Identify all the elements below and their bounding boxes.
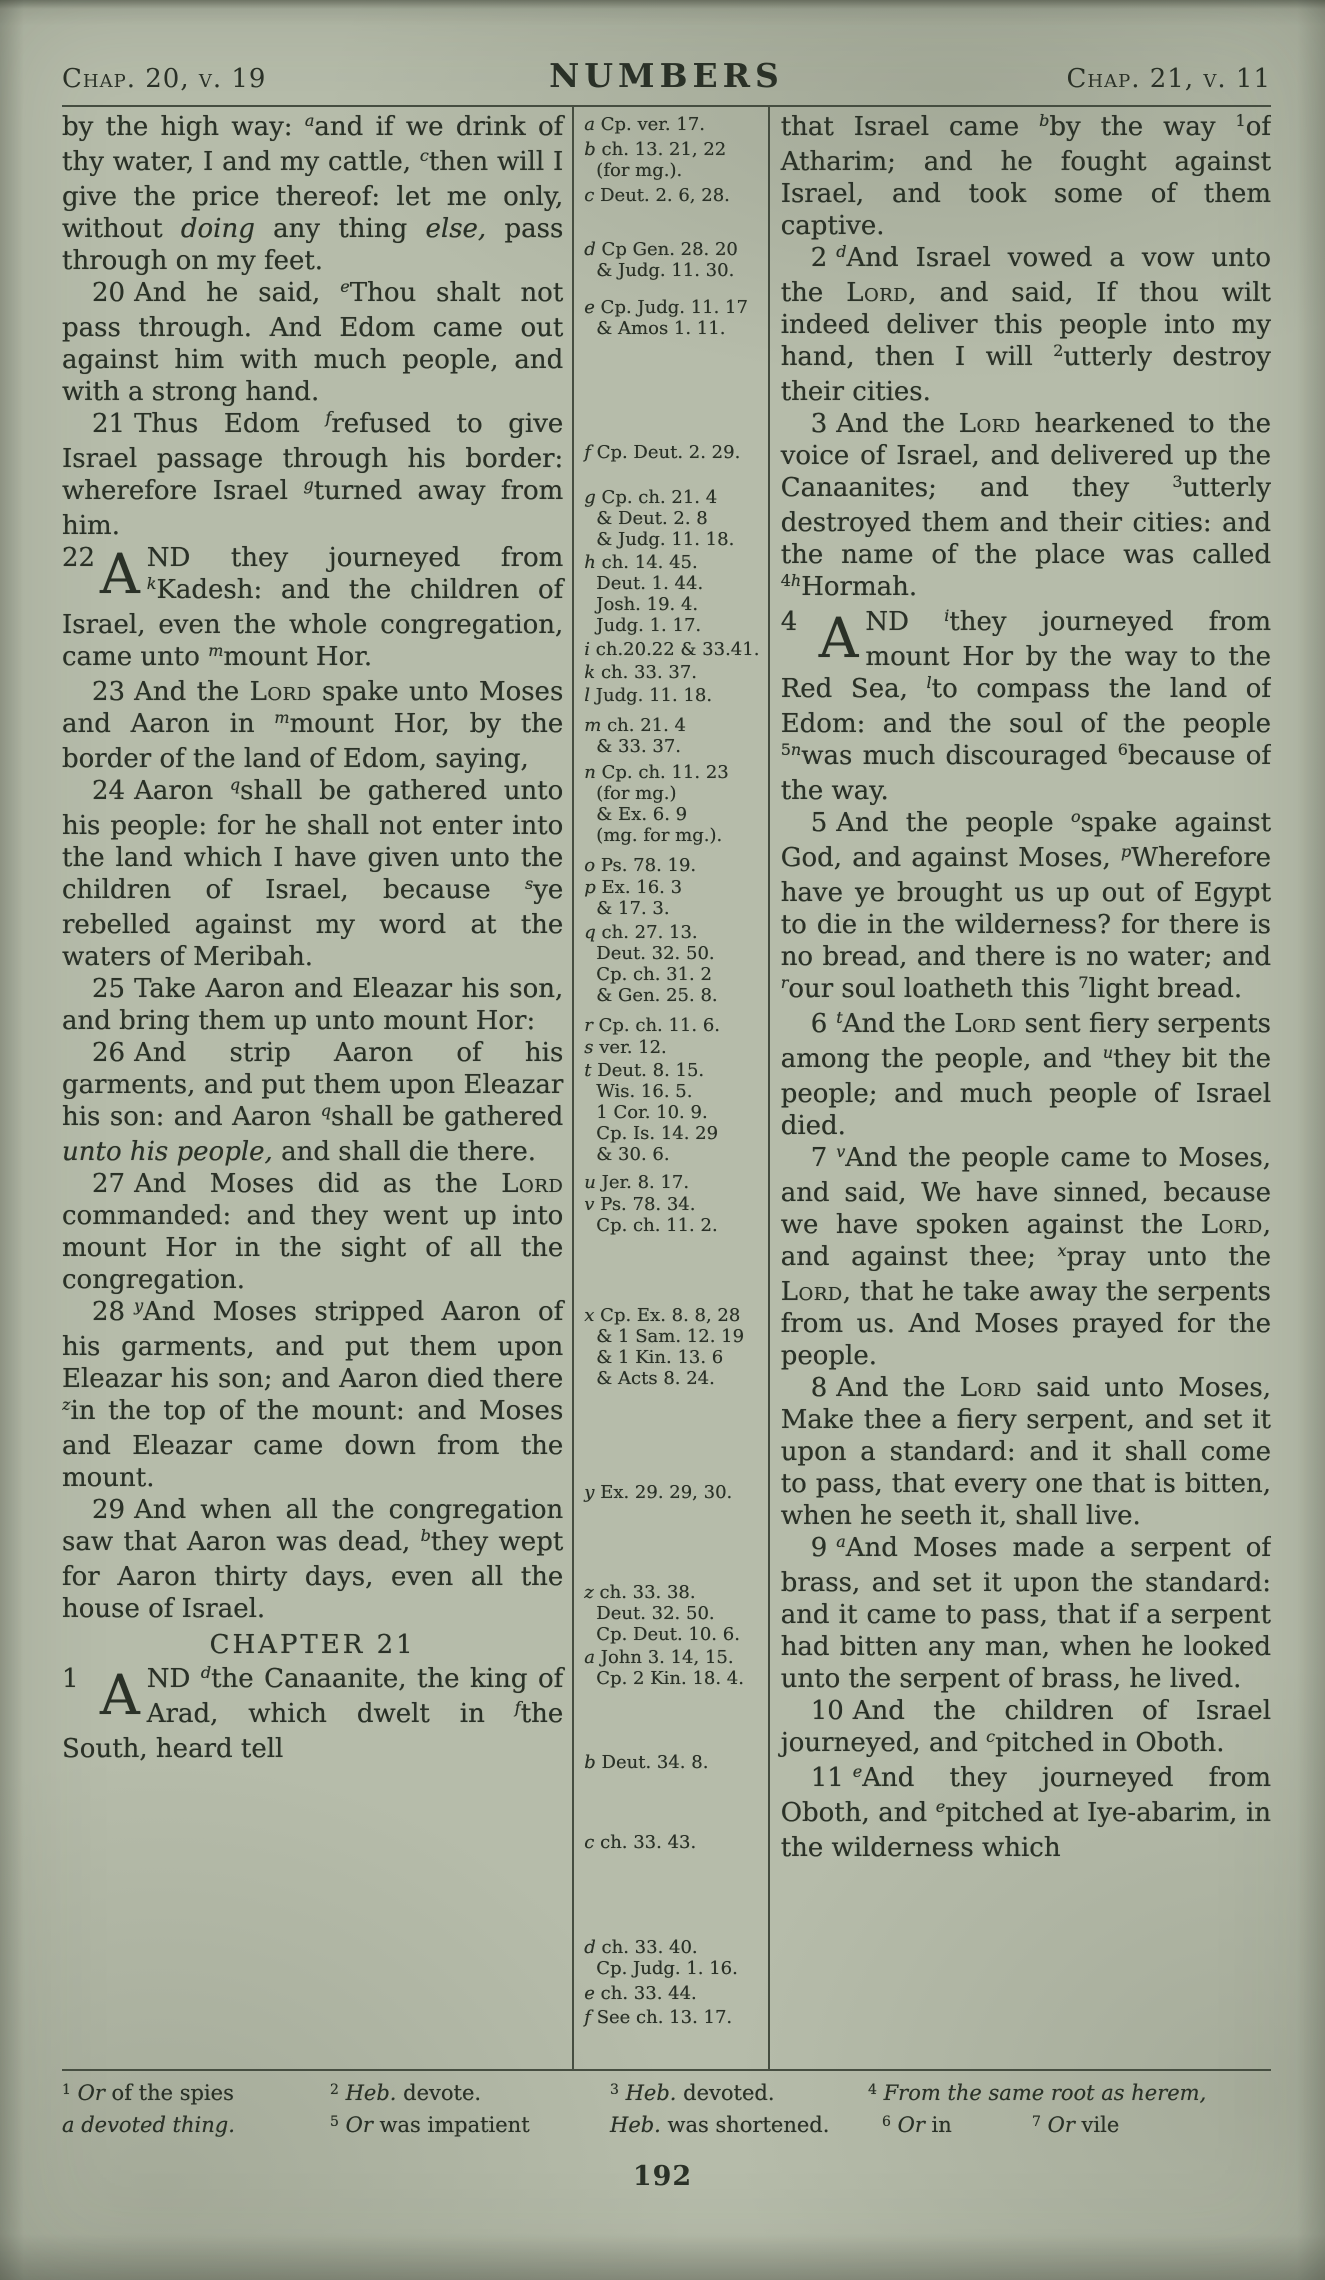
reference-letter: b [584, 139, 602, 160]
reference-letter: a [584, 1647, 601, 1668]
text-segment: And Moses made a serpent of brass, and set it upon the standard: and it came to pass, that if a serpent had bitten any man, when he looked unto the serpent of brass, he lived. [780, 1533, 1271, 1694]
text-segment: And he said, [134, 278, 341, 308]
text-segment: Thou shalt not pass through. And Edom came out against him with much people, and with a strong hand. [62, 278, 564, 407]
cross-reference-o: o Ps. 78. 19. [584, 855, 697, 876]
page-number: 192 [632, 2161, 693, 2192]
reference-letter: z [584, 1582, 600, 1603]
cross-reference-s: s ver. 12. [584, 1037, 667, 1058]
text-segment: Hormah. [801, 572, 918, 602]
footnote [868, 2080, 1271, 2109]
text-segment: Take Aaron and Eleazar his son, and bring them up unto mount Hor: [62, 974, 564, 1036]
text-segment: doing [180, 214, 255, 244]
text-segment: devoted. [676, 2081, 775, 2105]
footnote-marker: 6 [1117, 740, 1128, 759]
text-segment: the South, heard tell [62, 1699, 564, 1764]
reference-letter: g [584, 487, 602, 508]
text-segment [339, 2113, 346, 2137]
verse-number: 11 [810, 1763, 844, 1793]
cross-reference-e: e Cp. Judg. 11. 17 & Amos 1. 11. [584, 297, 748, 339]
reference-letter: m [584, 715, 608, 736]
reference-letter: c [986, 1727, 996, 1746]
cross-reference-q: q ch. 27. 13. Deut. 32. 50. Cp. ch. 31. 2 & Gen. 25. 8. [584, 922, 718, 1006]
cross-reference-c: c Deut. 2. 6, 28. [584, 185, 730, 206]
reference-letter: d [584, 1937, 602, 1958]
text-segment: by the high way: [62, 112, 305, 142]
verse-10 [781, 1695, 1271, 1762]
text-segment: , and against thee; [780, 1210, 1271, 1272]
text-segment: turned away from him. [62, 476, 564, 541]
verse-21 [62, 408, 563, 542]
verse-number: 4 [780, 607, 798, 637]
reference-letter: h [790, 571, 802, 590]
cross-reference-x: x Cp. Ex. 8. 8, 28 & 1 Sam. 12. 19 & 1 Kin. 13. 6 & Acts 8. 24. [584, 1305, 745, 1389]
reference-letter: o [584, 855, 601, 876]
text-segment: Lord [958, 409, 1021, 439]
reference-letter: f [584, 442, 597, 463]
text-segment: devote. [396, 2081, 482, 2105]
verse-number: 6 [810, 1009, 828, 1039]
page-header [0, 0, 1325, 105]
footnote-marker: 5 [330, 2114, 339, 2130]
text-segment: Thus Edom [134, 409, 326, 439]
text-segment: utterly destroyed them and their cities: and the name of the place was called [780, 473, 1271, 570]
reference-letter: t [836, 1008, 843, 1027]
verse-6 [781, 1008, 1271, 1142]
text-segment: sent fiery serpents among the people, and [780, 1009, 1271, 1074]
reference-letter: v [836, 1142, 846, 1161]
reference-letter: r [780, 973, 789, 992]
text-segment [619, 2081, 626, 2105]
reference-letter: q [320, 1101, 331, 1120]
reference-letter: l [584, 685, 596, 706]
cross-reference-c: c ch. 33. 43. [584, 1832, 697, 1853]
footnote [330, 2112, 610, 2141]
book-title: NUMBERS [549, 56, 784, 95]
verse-number: 24 [92, 776, 126, 806]
reference-letter: u [584, 1172, 602, 1193]
text-segment: Or [1047, 2113, 1075, 2137]
text-segment: And they journeyed from Oboth, and [780, 1763, 1271, 1828]
verse-4 [781, 606, 1271, 807]
text-segment [877, 2081, 884, 2105]
reference-letter: l [926, 673, 932, 692]
verse-7 [781, 1142, 1271, 1372]
verse-28 [62, 1296, 563, 1494]
text-segment: pray unto the [1066, 1242, 1271, 1272]
footnote [330, 2080, 610, 2109]
text-segment: vile [1074, 2113, 1120, 2137]
cross-reference-g: g Cp. ch. 21. 4 & Deut. 2. 8 & Judg. 11. 18. [584, 487, 735, 550]
cross-reference-n: n Cp. ch. 11. 23 (for mg.) & Ex. 6. 9 (mg. for mg.). [584, 762, 729, 846]
reference-letter: i [944, 606, 950, 625]
text-segment: shall be gathered [330, 1102, 564, 1132]
text-segment: And when all the congregation saw that Aaron was dead, [62, 1495, 564, 1557]
reference-letter: f [584, 2007, 597, 2028]
text-segment: Heb. [625, 2081, 677, 2105]
verse-2 [781, 242, 1271, 408]
reference-letter: e [340, 277, 350, 296]
verse-29 [62, 1494, 563, 1625]
header-chapter-right: Chap. 21, v. 11 [1066, 64, 1271, 94]
text-segment: Lord [501, 1169, 564, 1199]
text-segment: shall be gathered unto his people: for he shall not enter into the land which I have given unto the children of Israel, because [62, 776, 564, 905]
text-segment: a devoted thing. [62, 2113, 235, 2137]
cross-reference-a: a Cp. ver. 17. [584, 114, 706, 135]
reference-letter: v [584, 1194, 601, 1215]
cross-reference-h: h ch. 14. 45. Deut. 1. 44. Josh. 19. 4. Judg. 1. 17. [584, 552, 704, 636]
text-segment: else, [425, 214, 487, 244]
verse-continuation [781, 111, 1271, 242]
verse-number: 9 [810, 1533, 828, 1563]
reference-letter: d [584, 239, 602, 260]
text-segment: was shortened. [660, 2113, 830, 2137]
reference-letter: h [584, 552, 602, 573]
cross-reference-f: f See ch. 13. 17. [584, 2007, 733, 2028]
text-segment: any thing [254, 214, 426, 244]
reference-letter: g [303, 475, 314, 494]
text-segment: And the [836, 409, 959, 439]
text-segment: Heb. [345, 2081, 397, 2105]
verse-continuation [62, 111, 563, 277]
footnote-marker: 3 [1172, 472, 1183, 491]
reference-letter: q [229, 775, 241, 794]
reference-letter: e [584, 297, 601, 318]
footnote-marker: 1 [1235, 111, 1246, 130]
text-segment: ND [146, 1664, 201, 1694]
text-segment: to compass the land of Edom: and the soul of the people [780, 674, 1271, 739]
reference-letter: r [584, 1015, 599, 1036]
reference-letter: p [1121, 842, 1132, 861]
cross-reference-b: b Deut. 34. 8. [584, 1752, 709, 1773]
text-segment: pitched at Iye-abarim, in the wilderness which [780, 1798, 1271, 1863]
verse-number: 23 [92, 677, 126, 707]
reference-letter: c [584, 185, 601, 206]
verse-9 [781, 1532, 1271, 1695]
reference-letter: a [584, 114, 601, 135]
cross-reference-f: f Cp. Deut. 2. 29. [584, 442, 741, 463]
cross-reference-a: a John 3. 14, 15. Cp. 2 Kin. 18. 4. [584, 1647, 744, 1689]
text-segment: was impatient [372, 2113, 530, 2137]
reference-letter: m [274, 708, 290, 727]
text-segment: Wherefore have ye brought us up out of Egypt to die in the wilderness? for there is no bread, and there is no water; and [780, 843, 1271, 972]
verse-22 [62, 542, 563, 676]
text-segment: Heb. [610, 2113, 661, 2137]
verse-number: 29 [92, 1495, 126, 1525]
cross-reference-e: e ch. 33. 44. [584, 1983, 697, 2004]
text-segment: And Moses did as the [134, 1169, 502, 1199]
text-segment: , that he take away the serpents from us. And Moses prayed for the people. [780, 1277, 1271, 1371]
text-segment: And Israel vowed a vow unto the [780, 243, 1271, 308]
text-segment: From the same root as herem, [883, 2081, 1207, 2105]
reference-letter: o [1070, 807, 1081, 826]
text-segment: Or [345, 2113, 373, 2137]
text-segment: And the [842, 1009, 955, 1039]
verse-number: 5 [810, 808, 828, 838]
verse-number: 3 [810, 409, 828, 439]
verse-3 [781, 408, 1271, 606]
reference-letter: n [790, 740, 802, 759]
text-segment: Kadesh: and the children of Israel, even the whole congregation, came unto [62, 575, 564, 672]
text-segment: And the children of Israel journeyed, and [780, 1696, 1271, 1758]
text-segment: mount Hor. [223, 642, 373, 672]
reference-letter: b [584, 1752, 602, 1773]
reference-letter: t [584, 1060, 598, 1081]
text-segment: because of the way. [780, 741, 1271, 806]
text-segment: light bread. [1088, 974, 1243, 1004]
verse-26 [62, 1037, 563, 1168]
reference-letter: a [836, 1532, 846, 1551]
reference-letter: e [935, 1797, 946, 1816]
text-segment: and if we drink of thy water, I and my cattle, [62, 112, 564, 177]
footnote-marker: 2 [330, 2082, 339, 2098]
reference-letter: d [836, 242, 847, 261]
text-segment: of the spies [104, 2081, 234, 2105]
cross-reference-i: i ch.20.22 & 33.41. [584, 639, 760, 660]
reference-letter: i [584, 639, 596, 660]
text-segment: Lord [780, 1277, 843, 1307]
cross-reference-b: b ch. 13. 21, 22 (for mg.). [584, 139, 727, 181]
reference-letter: e [852, 1762, 863, 1781]
reference-letter: y [584, 1482, 601, 1503]
text-segment: our soul loatheth this [788, 974, 1079, 1004]
text-segment: Lord [959, 1373, 1022, 1403]
footnote [882, 2112, 1032, 2141]
verse-number: 7 [810, 1143, 828, 1173]
text-segment: utterly destroy their cities. [780, 342, 1271, 407]
verse-23 [62, 676, 563, 775]
footnote [610, 2112, 882, 2141]
text-segment: in [924, 2113, 952, 2137]
cross-reference-k: k ch. 33. 37. [584, 662, 698, 683]
reference-letter: c [419, 146, 429, 165]
verse-1 [62, 1663, 563, 1765]
footnote-row [62, 2112, 1271, 2141]
footnote-marker: 1 [62, 2082, 71, 2098]
text-segment: And the [134, 677, 250, 707]
reference-letter: z [62, 1395, 71, 1414]
reference-letter: s [584, 1037, 600, 1058]
verse-number: 21 [92, 409, 126, 439]
right-text-column [770, 107, 1271, 2069]
text-segment: the Canaanite, the king of Arad, which dwelt in [146, 1664, 564, 1729]
header-chapter-left: Chap. 20, v. 19 [62, 64, 267, 94]
verse-25 [62, 973, 563, 1037]
reference-letter: m [208, 641, 224, 660]
reference-letter: x [584, 1305, 601, 1326]
text-segment: And strip Aaron of his garments, and put them upon Eleazar his son: and Aaron [62, 1038, 564, 1132]
cross-reference-l: l Judg. 11. 18. [584, 685, 713, 706]
footnote-marker: 2 [1053, 341, 1064, 360]
reference-letter: n [584, 762, 602, 783]
reference-letter: y [134, 1296, 144, 1315]
text-segment [339, 2081, 346, 2105]
text-segment: Lord [249, 677, 312, 707]
drop-cap: A [100, 542, 140, 606]
text-segment: mount Hor, by the border of the land of Edom, saying, [62, 709, 564, 774]
text-segment: And the [836, 1373, 960, 1403]
reference-letter: k [584, 662, 601, 683]
footnote-marker: 5 [780, 740, 791, 759]
drop-cap: A [100, 1663, 140, 1727]
text-segment: by the way [1049, 112, 1236, 142]
footnote-row [62, 2080, 1271, 2109]
footnote [62, 2080, 330, 2109]
footnote-marker: 4 [780, 571, 791, 590]
text-segment: in the top of the mount: and Moses and Eleazar came down from the mount. [62, 1396, 564, 1493]
text-segment: pitched in Oboth. [995, 1728, 1225, 1758]
drop-cap: A [818, 606, 859, 670]
text-segment: they bit the people; and much people of Israel died. [780, 1044, 1271, 1141]
text-segment [1041, 2113, 1048, 2137]
cross-reference-y: y Ex. 29. 29, 30. [584, 1482, 733, 1503]
text-segment: Lord [954, 1009, 1017, 1039]
verse-number: 26 [92, 1038, 126, 1068]
footnote-marker: 7 [1032, 2114, 1041, 2130]
text-segment [71, 2081, 78, 2105]
text-segment: ND they journeyed from [146, 543, 564, 573]
text-segment: unto his people, [62, 1137, 273, 1167]
reference-letter: b [1039, 111, 1050, 130]
cross-reference-m: m ch. 21. 4 & 33. 37. [584, 715, 687, 757]
text-segment: they wept for Aaron thirty days, even all the house of Israel. [62, 1527, 564, 1624]
verse-11 [781, 1762, 1271, 1864]
cross-reference-u: u Jer. 8. 17. [584, 1172, 690, 1193]
verse-8 [781, 1372, 1271, 1532]
reference-letter: c [584, 1832, 601, 1853]
cross-reference-p: p Ex. 16. 3 & 17. 3. [584, 877, 683, 919]
reference-letter: b [420, 1526, 431, 1545]
left-text-column [62, 107, 572, 2069]
verse-24 [62, 775, 563, 973]
text-segment: spake unto Moses and Aaron in [62, 677, 564, 739]
verse-number: 8 [810, 1373, 828, 1403]
reference-letter: f [325, 408, 332, 427]
verse-27 [62, 1168, 563, 1296]
text-segment: Lord [1200, 1210, 1263, 1240]
reference-letter: e [584, 1983, 601, 2004]
verse-number: 10 [810, 1696, 844, 1726]
text-segment: ND [865, 607, 945, 637]
text-segment: hearkened to the voice of Israel, and delivered up the Canaanites; and they [780, 409, 1271, 503]
verse-number: 27 [92, 1169, 126, 1199]
text-segment: and shall die there. [272, 1137, 537, 1167]
reference-letter: s [525, 874, 534, 893]
reference-letter: a [304, 111, 315, 130]
cross-reference-d: d Cp Gen. 28. 20 & Judg. 11. 30. [584, 239, 738, 281]
verse-20 [62, 277, 563, 408]
verse-number: 25 [92, 974, 126, 1004]
text-segment: of Atharim; and he fought against Israel, and took some of them captive. [780, 112, 1271, 241]
cross-reference-r: r Cp. ch. 11. 6. [584, 1015, 721, 1036]
reference-letter: k [146, 574, 157, 593]
chapter-heading: CHAPTER 21 [209, 1630, 416, 1660]
text-segment: that Israel came [780, 112, 1040, 142]
text-segment: pass through on my feet. [62, 214, 564, 276]
footnote [62, 2112, 330, 2141]
text-segment: refused to give Israel passage through his border: wherefore Israel [62, 409, 564, 506]
footnote [1032, 2112, 1271, 2141]
text-segment: And the people came to Moses, and said, We have sinned, because we have spoken against the [780, 1143, 1271, 1240]
text-segment: then will I give the price thereof: let me only, without [62, 147, 564, 244]
text-segment: And Moses stripped Aaron of his garments, and put them upon Eleazar his son; and Aaron died there [62, 1297, 564, 1394]
reference-letter: u [1102, 1043, 1114, 1062]
cross-reference-column [574, 107, 767, 2069]
text-segment: And the people [836, 808, 1071, 838]
verse-5 [781, 807, 1271, 1008]
text-segment: Lord [846, 278, 909, 308]
reference-letter: p [584, 877, 602, 898]
text-segment [891, 2113, 898, 2137]
footnote-marker: 3 [610, 2082, 619, 2098]
cross-reference-t: t Deut. 8. 15. Wis. 16. 5. 1 Cor. 10. 9. Cp. Is. 14. 29 & 30. 6. [584, 1060, 719, 1165]
footnote-marker: 7 [1078, 973, 1089, 992]
text-segment: Or [77, 2081, 105, 2105]
verse-number: 1 [62, 1664, 79, 1694]
footnotes [62, 2071, 1271, 2141]
cross-reference-d: d ch. 33. 40. Cp. Judg. 1. 16. [584, 1937, 738, 1979]
cross-reference-v: v Ps. 78. 34. Cp. ch. 11. 2. [584, 1194, 718, 1236]
verse-number: 20 [92, 278, 126, 308]
text-segment: Aaron [134, 776, 230, 806]
footnote [610, 2080, 868, 2109]
text-columns [62, 107, 1271, 2069]
verse-number: 22 [62, 543, 96, 573]
text-segment: said unto Moses, Make thee a fiery serpent, and set it upon a standard: and it shall come to pass, that every one that is bitten, when he seeth it, shall live. [780, 1373, 1271, 1531]
text-segment: , and said, If thou wilt indeed deliver this people into my hand, then I will [780, 278, 1271, 372]
reference-letter: d [200, 1663, 212, 1682]
reference-letter: q [584, 922, 602, 943]
footnote-marker: 6 [882, 2114, 891, 2130]
verse-number: 2 [810, 243, 828, 273]
verse-number: 28 [92, 1297, 126, 1327]
text-segment: they journeyed from mount Hor by the way to the Red Sea, [780, 607, 1271, 704]
reference-letter: f [514, 1698, 521, 1717]
text-segment: Or [897, 2113, 925, 2137]
text-segment: spake against God, and against Moses, [780, 808, 1271, 873]
text-segment: ye rebelled against my word at the waters of Meribah. [62, 875, 564, 972]
cross-reference-z: z ch. 33. 38. Deut. 32. 50. Cp. Deut. 10. 6. [584, 1582, 740, 1645]
text-segment: was much discouraged [801, 741, 1118, 771]
footnote-marker: 4 [868, 2082, 877, 2098]
reference-letter: x [1057, 1241, 1067, 1260]
text-segment: commanded: and they went up into mount Hor in the sight of all the congregation. [62, 1201, 564, 1295]
